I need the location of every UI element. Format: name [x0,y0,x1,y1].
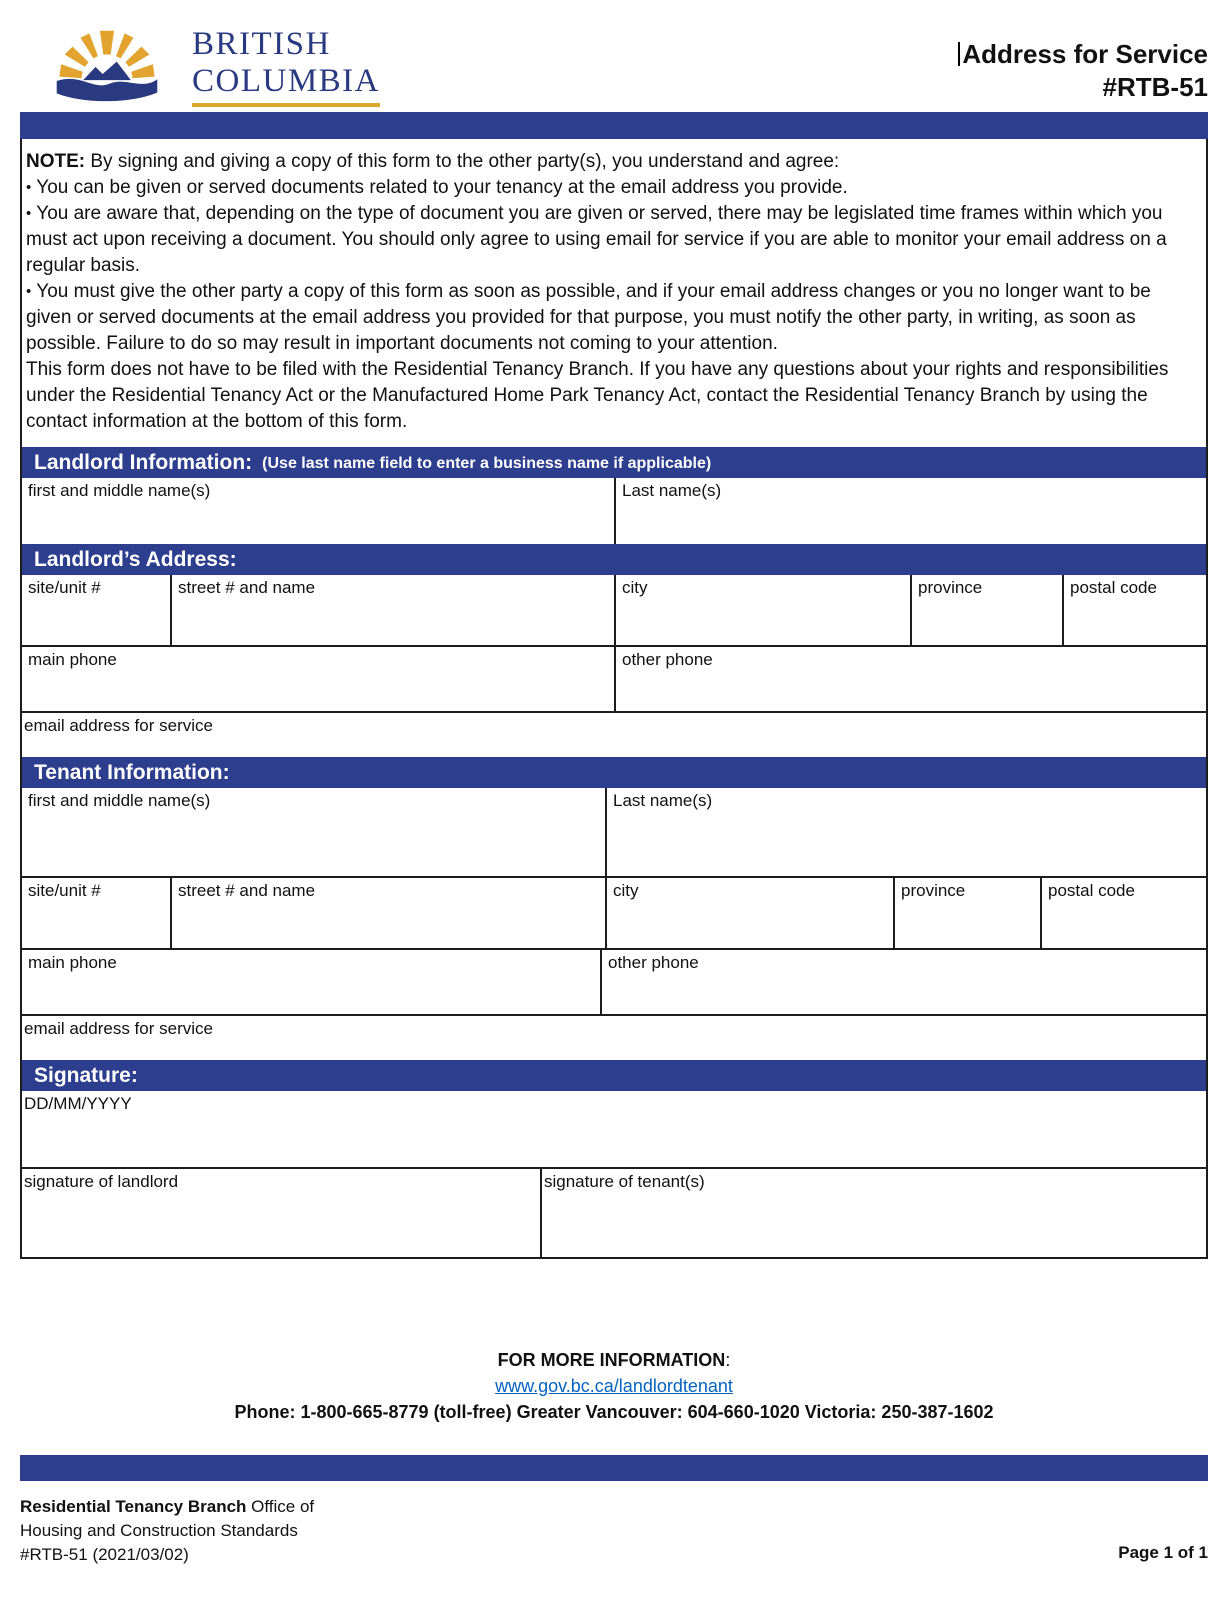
section-header-landlord-address [22,544,1206,575]
field-label: other phone [622,650,713,669]
wordmark-line1: BRITISH [192,25,331,62]
field-label: Last name(s) [613,791,713,810]
field-label: main phone [28,953,117,972]
section-header-tenant-info [22,757,1206,788]
page-header [20,0,1208,112]
landlord-email-row [22,711,1206,757]
note-bullet-2: • You are aware that, depending on the type of document you are given or served, there may be legislated time frames within which you must act upon receiving a document. You should only agree to using email for service if you are able to monitor your email address on a regular basis. [26,203,1167,276]
landlord-name-row [22,478,1206,544]
landlord-email-field[interactable] [22,713,1206,757]
field-label: signature of tenant(s) [544,1172,705,1191]
tenant-site-unit-field[interactable] [22,878,172,948]
tenant-other-phone-field[interactable] [602,950,1206,1014]
footer-identity-row [20,1495,1208,1567]
signature-date-field[interactable] [22,1091,1206,1167]
field-label: first and middle name(s) [28,791,211,810]
field-label: other phone [608,953,699,972]
tenant-city-field[interactable] [607,878,895,948]
landlord-province-field[interactable] [912,575,1064,645]
field-label: street # and name [178,578,316,597]
landlord-phone-row [22,645,1206,711]
document-title-block [958,24,1208,104]
field-label: postal code [1048,881,1135,900]
signature-row [22,1167,1206,1257]
tenant-first-middle-name-field[interactable] [22,788,607,876]
footer-contact-block [20,1347,1208,1425]
landlord-other-phone-field[interactable] [616,647,1206,711]
tenant-name-row [22,788,1206,876]
tenant-main-phone-field[interactable] [22,950,602,1014]
branch-line2: Housing and Construction Standards [20,1521,298,1540]
tenant-signature-field[interactable] [542,1169,1206,1257]
bullet-icon: • [26,283,32,300]
section-header-signature [22,1060,1206,1091]
field-label: postal code [1070,578,1157,597]
landlord-first-middle-name-field[interactable] [22,478,616,544]
field-label: DD/MM/YYYY [24,1094,132,1113]
landlord-last-name-field[interactable] [616,478,1206,544]
tenant-province-field[interactable] [895,878,1042,948]
section-title: Signature: [34,1063,138,1087]
bullet-icon: • [26,205,32,222]
field-label: city [622,578,648,597]
landlord-address-row [22,575,1206,645]
tenant-street-field[interactable] [172,878,607,948]
field-label: main phone [28,650,117,669]
landlordtenant-link[interactable]: www.gov.bc.ca/landlordtenant [495,1376,733,1396]
tenant-last-name-field[interactable] [607,788,1206,876]
branch-line1: Residential Tenancy Branch Office of [20,1497,315,1516]
note-block [22,139,1206,447]
field-label: site/unit # [28,578,101,597]
field-label: Last name(s) [622,481,722,500]
bc-sunrise-icon [32,24,182,108]
field-label: first and middle name(s) [28,481,211,500]
section-subtitle: (Use last name field to enter a business name if applicable) [262,455,712,472]
landlord-main-phone-field[interactable] [22,647,616,711]
landlord-site-unit-field[interactable] [22,575,172,645]
field-label: province [901,881,966,900]
tenant-email-row [22,1014,1206,1060]
tenant-postal-code-field[interactable] [1042,878,1206,948]
footer-phone-line: Phone: 1-800-665-8779 (toll-free) Greater Vancouver: 604-660-1020 Victoria: 250-387-1602 [234,1402,994,1422]
form-number: #RTB-51 [1102,72,1208,102]
tenant-email-field[interactable] [22,1016,1206,1060]
text-cursor [958,42,960,66]
landlord-city-field[interactable] [616,575,912,645]
landlord-street-field[interactable] [172,575,616,645]
bc-wordmark [192,26,380,107]
note-intro: NOTE: By signing and giving a copy of this form to the other party(s), you understand and agree: [26,151,840,172]
signature-date-row [22,1091,1206,1167]
wordmark-line2: COLUMBIA [192,62,381,99]
form-version: #RTB-51 (2021/03/02) [20,1545,189,1564]
field-label: email address for service [24,1019,213,1038]
section-title: Tenant Information: [34,760,230,784]
landlord-signature-field[interactable] [22,1169,542,1257]
bullet-icon: • [26,179,32,196]
bottom-divider-bar [20,1455,1208,1481]
gold-underline [192,103,380,107]
note-closing: This form does not have to be filed with the Residential Tenancy Branch. If you have any questions about your rights and responsibilities under the Residential Tenancy Act or the Manufactured Home Park Tenancy Act, contact the Residential Tenancy Branch by using the contact information at the bottom of this form. [26,359,1169,432]
field-label: signature of landlord [24,1172,179,1191]
field-label: street # and name [178,881,316,900]
footer-link-line [20,1373,1208,1399]
note-bullet-1: • You can be given or served documents related to your tenancy at the email address you provide. [26,177,848,198]
page-number: Page 1 of 1 [1118,1543,1208,1562]
note-bullet-3: • You must give the other party a copy of this form as soon as possible, and if your email address changes or you no longer want to be given or served documents at the email address you provided for that purpose, you must notify the other party, in writing, as soon as possible. Failure to do so may result in important documents not coming to your attention. [26,281,1151,354]
section-title: Landlord’s Address: [34,547,237,571]
field-label: city [613,881,639,900]
branch-info-block [20,1495,314,1567]
tenant-address-row [22,876,1206,948]
section-header-landlord-info [22,447,1206,478]
bc-government-logo [20,24,380,108]
field-label: email address for service [24,716,213,735]
form-body [20,139,1208,1259]
more-information-heading: FOR MORE INFORMATION: [497,1350,731,1370]
landlord-postal-code-field[interactable] [1064,575,1206,645]
tenant-phone-row [22,948,1206,1014]
field-label: province [918,578,983,597]
document-title: Address for Service [958,38,1208,71]
top-divider-bar [20,112,1208,139]
field-label: site/unit # [28,881,101,900]
section-title: Landlord Information: [34,450,253,474]
